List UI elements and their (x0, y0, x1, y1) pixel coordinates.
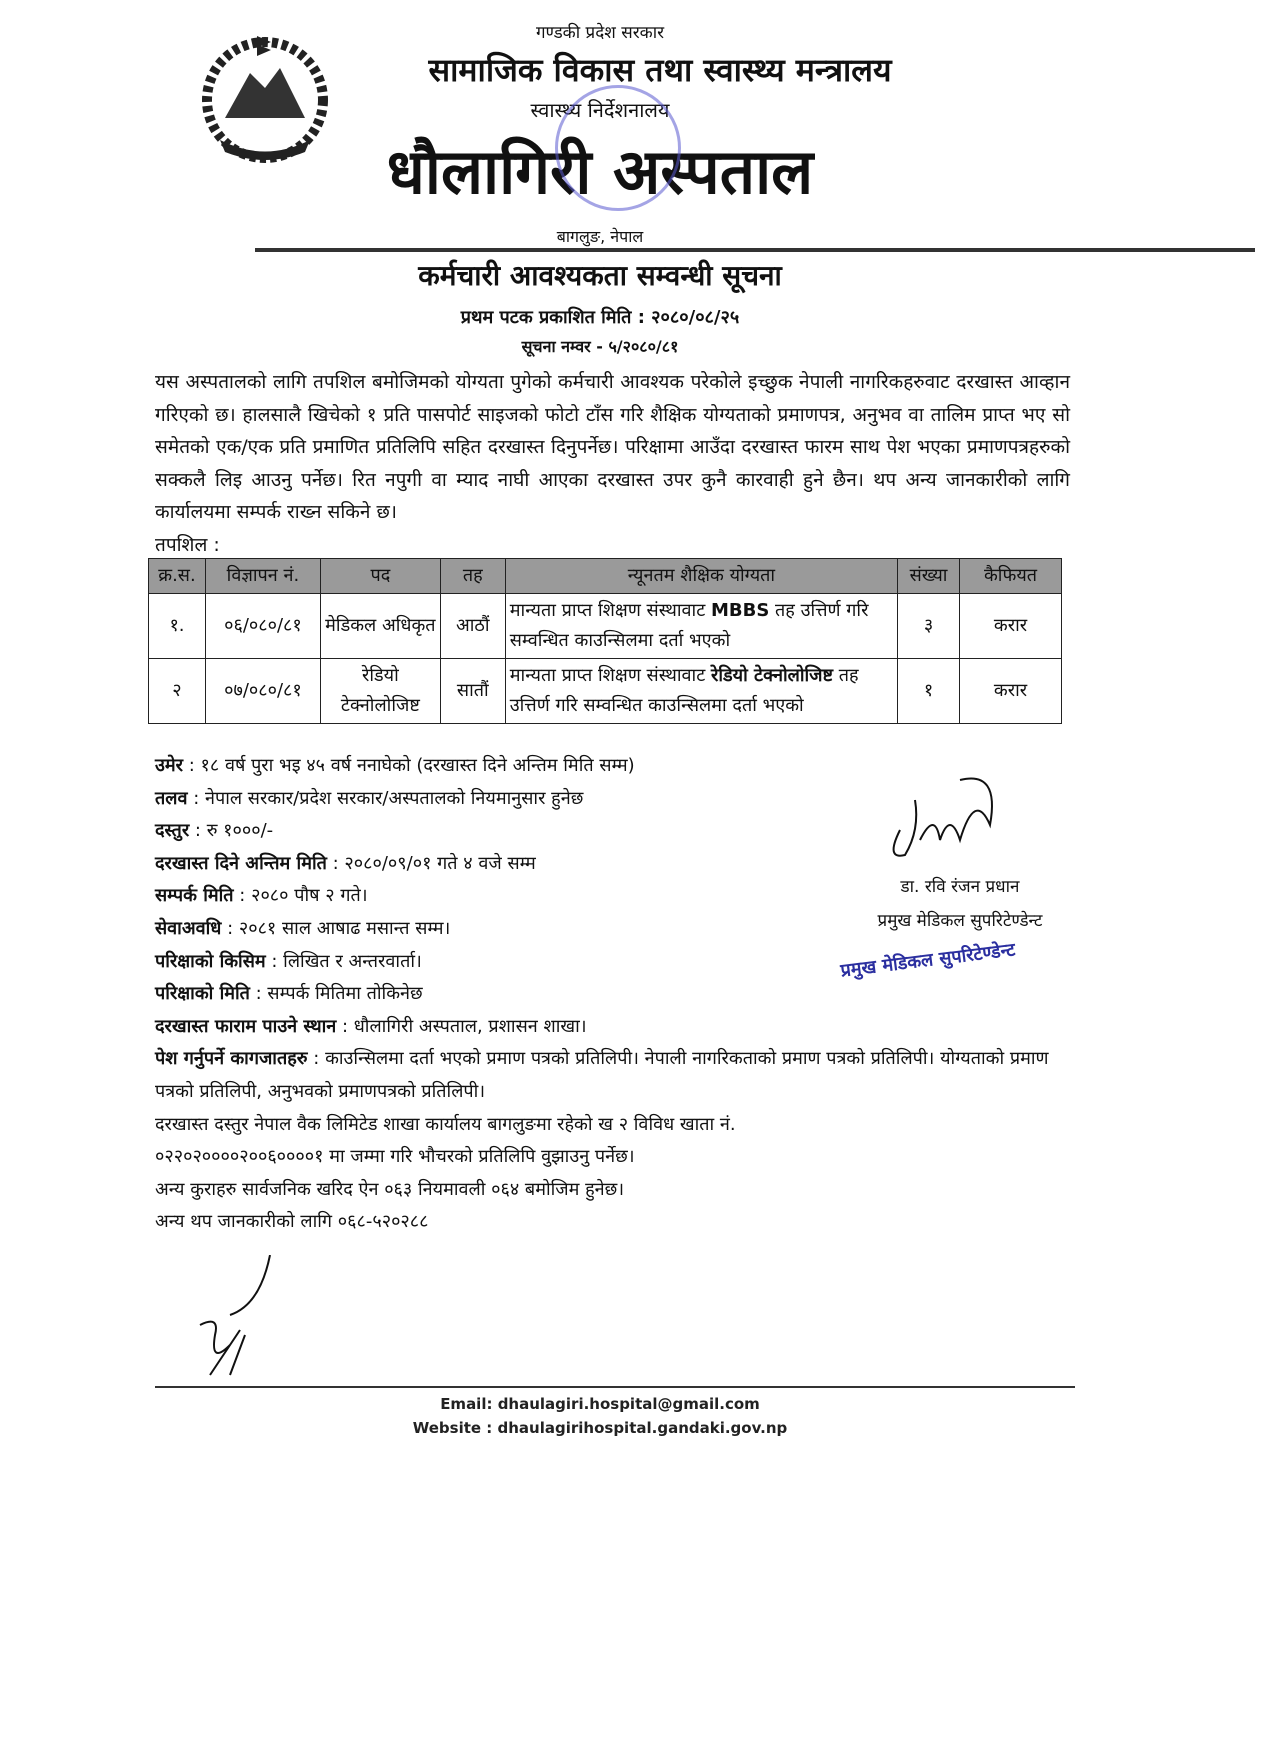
initials-signature-image (190, 1255, 280, 1385)
footer-email: Email: dhaulagiri.hospital@gmail.com (440, 1395, 760, 1413)
vacancy-table (148, 558, 1062, 724)
detail-value: : नेपाल सरकार/प्रदेश सरकार/अस्पतालको नियमानुसार हुनेछ (187, 787, 584, 809)
designation-stamp: प्रमुख मेडिकल सुपरिटेण्डेन्ट (839, 939, 1017, 982)
detail-value: : १८ वर्ष पुरा भइ ४५ वर्ष ननाघेको (दरखास्त दिने अन्तिम मिति सम्म) (183, 755, 635, 776)
directorate-name: स्वास्थ्य निर्देशनालय (530, 98, 670, 122)
cell-ad-no: ०६/०८०/८१ (205, 594, 320, 659)
header-level: तह (440, 559, 505, 594)
detail-label: दरखास्त फाराम पाउने स्थान (155, 1015, 337, 1037)
qual-degree: रेडियो टेक्नोलोजिष्ट (711, 665, 834, 686)
cell-remarks: करार (960, 659, 1062, 724)
header-post: पद (320, 559, 440, 594)
table-row (149, 594, 1062, 659)
cell-count: १ (898, 659, 960, 724)
province-name: गण्डकी प्रदेश सरकार (535, 23, 665, 43)
detail-label: परिक्षाको मिति (155, 983, 250, 1005)
ministry-name: सामाजिक विकास तथा स्वास्थ्य मन्त्रालय (428, 51, 892, 89)
detail-value: : सम्पर्क मितिमा तोकिनेछ (249, 983, 423, 1005)
notice-body (155, 366, 1070, 561)
qual-text: मान्यता प्राप्त शिक्षण संस्थावाट (509, 665, 711, 686)
detail-value: : धौलागिरी अस्पताल, प्रशासन शाखा। (336, 1015, 587, 1037)
extra-line-rules: अन्य कुराहरु सार्वजनिक खरिद ऐन ०६३ नियमावली ०६४ बमोजिम हुनेछ। (155, 1178, 625, 1200)
hospital-name: धौलागिरी अस्पताल (386, 135, 814, 208)
cell-ad-no: ०७/०८०/८१ (205, 659, 320, 724)
detail-label: परिक्षाको किसिम (155, 950, 266, 972)
detail-label: सम्पर्क मिति (155, 885, 234, 907)
header-count: संख्या (898, 559, 960, 594)
header-qualification: न्यूनतम शैक्षिक योग्यता (505, 559, 897, 594)
header-ad-no: विज्ञापन नं. (205, 559, 320, 594)
detail-label: सेवाअवधि (155, 917, 222, 939)
signatory-title: प्रमुख मेडिकल सुपरिटेण्डेन्ट (877, 911, 1043, 931)
detail-value: : लिखित र अन्तरवार्ता। (265, 950, 422, 972)
cell-level: सातौं (440, 659, 505, 724)
detail-label: तलव (155, 787, 188, 809)
qual-degree: MBBS (711, 600, 770, 621)
office-seal-stamp (555, 85, 681, 211)
detail-age (155, 750, 715, 783)
cell-qualification (505, 659, 897, 724)
extra-line-bank: दरखास्त दस्तुर नेपाल वैक लिमिटेड शाखा कार्यालय बागलुङमा रहेको ख २ विविध खाता नं. ०२२०२००००२००६००००१ मा जम्मा गरि भौचरको प्रतिलिपि वुझाउनु पर्नेछ। (155, 1113, 736, 1168)
header-sn: क्र.स. (149, 559, 206, 594)
footer-website: Website : dhaulagirihospital.gandaki.gov.np (412, 1419, 788, 1437)
detail-value: : २०८०/०९/०१ गते ४ वजे सम्म (326, 852, 536, 874)
detail-value: : २०८० पौष २ गते। (233, 885, 368, 907)
cell-qualification (505, 594, 897, 659)
published-date: प्रथम पटक प्रकाशित मिति : २०८०/०८/२५ (460, 307, 740, 328)
signatory-name: डा. रवि रंजन प्रधान (900, 877, 1020, 897)
signatory-block (850, 870, 1070, 938)
detail-documents (155, 1043, 1085, 1108)
signature-image (880, 770, 1010, 870)
schedule-label: तपशिल : (155, 533, 220, 556)
cell-level: आठौं (440, 594, 505, 659)
detail-label: उमेर (155, 755, 183, 776)
qual-text: तह उत्तिर्ण गरि सम्वन्धित काउन्सिलमा दर्ता भएको (509, 600, 869, 651)
header-divider (255, 248, 1255, 252)
qual-text: मान्यता प्राप्त शिक्षण संस्थावाट (509, 600, 711, 621)
detail-value: : काउन्सिलमा दर्ता भएको प्रमाण पत्रको प्रतिलिपी। नेपाली नागरिकताको प्रमाण पत्रको प्रतिलिपी। योग्यताको प्रमाण पत्रको प्रतिलिपी, अनुभवको प्रमाणपत्रको प्रतिलिपी। (155, 1048, 1049, 1102)
notice-title: कर्मचारी आवश्यकता सम्वन्धी सूचना (418, 259, 782, 292)
detail-label: पेश गर्नुपर्ने कागजातहरु (155, 1048, 308, 1070)
detail-value: : रु १०००/- (189, 820, 274, 842)
detail-value: : २०८१ साल आषाढ मसान्त सम्म। (221, 917, 451, 939)
table-header-row (149, 559, 1062, 594)
detail-label: दस्तुर (155, 820, 190, 842)
cell-remarks: करार (960, 594, 1062, 659)
cell-sn: १. (149, 594, 206, 659)
detail-form-location (155, 1011, 1085, 1044)
cell-post: मेडिकल अधिकृत (320, 594, 440, 659)
cell-post: रेडियो टेक्नोलोजिष्ट (320, 659, 440, 724)
detail-exam-date (155, 978, 1085, 1011)
detail-salary (155, 783, 715, 816)
body-text: यस अस्पतालको लागि तपशिल बमोजिमको योग्यता पुगेको कर्मचारी आवश्यक परेकोले इच्छुक नेपाली नागरिकहरुवाट दरखास्त आव्हान गरिएको छ। हालसालै खिचेको १ प्रति पासपोर्ट साइजको फोटो टाँस गरि शैक्षिक योग्यताको प्रमाणपत्र, अनुभव वा तालिम प्राप्त भए सो समेतको एक/एक प्रति प्रमाणित प्रतिलिपि सहित दरखास्त दिनुपर्नेछ। परिक्षामा आउँदा दरखास्त फारम साथ पेश भएका प्रमाणपत्रहरुको सक्कलै लिइ आउनु पर्नेछ। रित नपुगी वा म्याद नाघी आएका दरखास्त उपर कुनै कारवाही हुने छैन। थप अन्य जानकारीको लागि कार्यालयमा सम्पर्क राख्न सकिने छ। (155, 371, 1070, 523)
extra-line-contact: अन्य थप जानकारीको लागि ०६८-५२०२८८ (155, 1211, 429, 1233)
hospital-location: बागलुङ, नेपाल (556, 227, 644, 246)
notice-number: सूचना नम्वर - ५/२०८०/८१ (521, 337, 679, 356)
footer-divider (155, 1386, 1075, 1388)
qual-text: तह उत्तिर्ण गरि सम्वन्धित काउन्सिलमा दर्ता भएको (509, 665, 859, 716)
cell-sn: २ (149, 659, 206, 724)
table-row (149, 659, 1062, 724)
cell-count: ३ (898, 594, 960, 659)
detail-label: दरखास्त दिने अन्तिम मिति (155, 852, 327, 874)
header-remarks: कैफियत (960, 559, 1062, 594)
